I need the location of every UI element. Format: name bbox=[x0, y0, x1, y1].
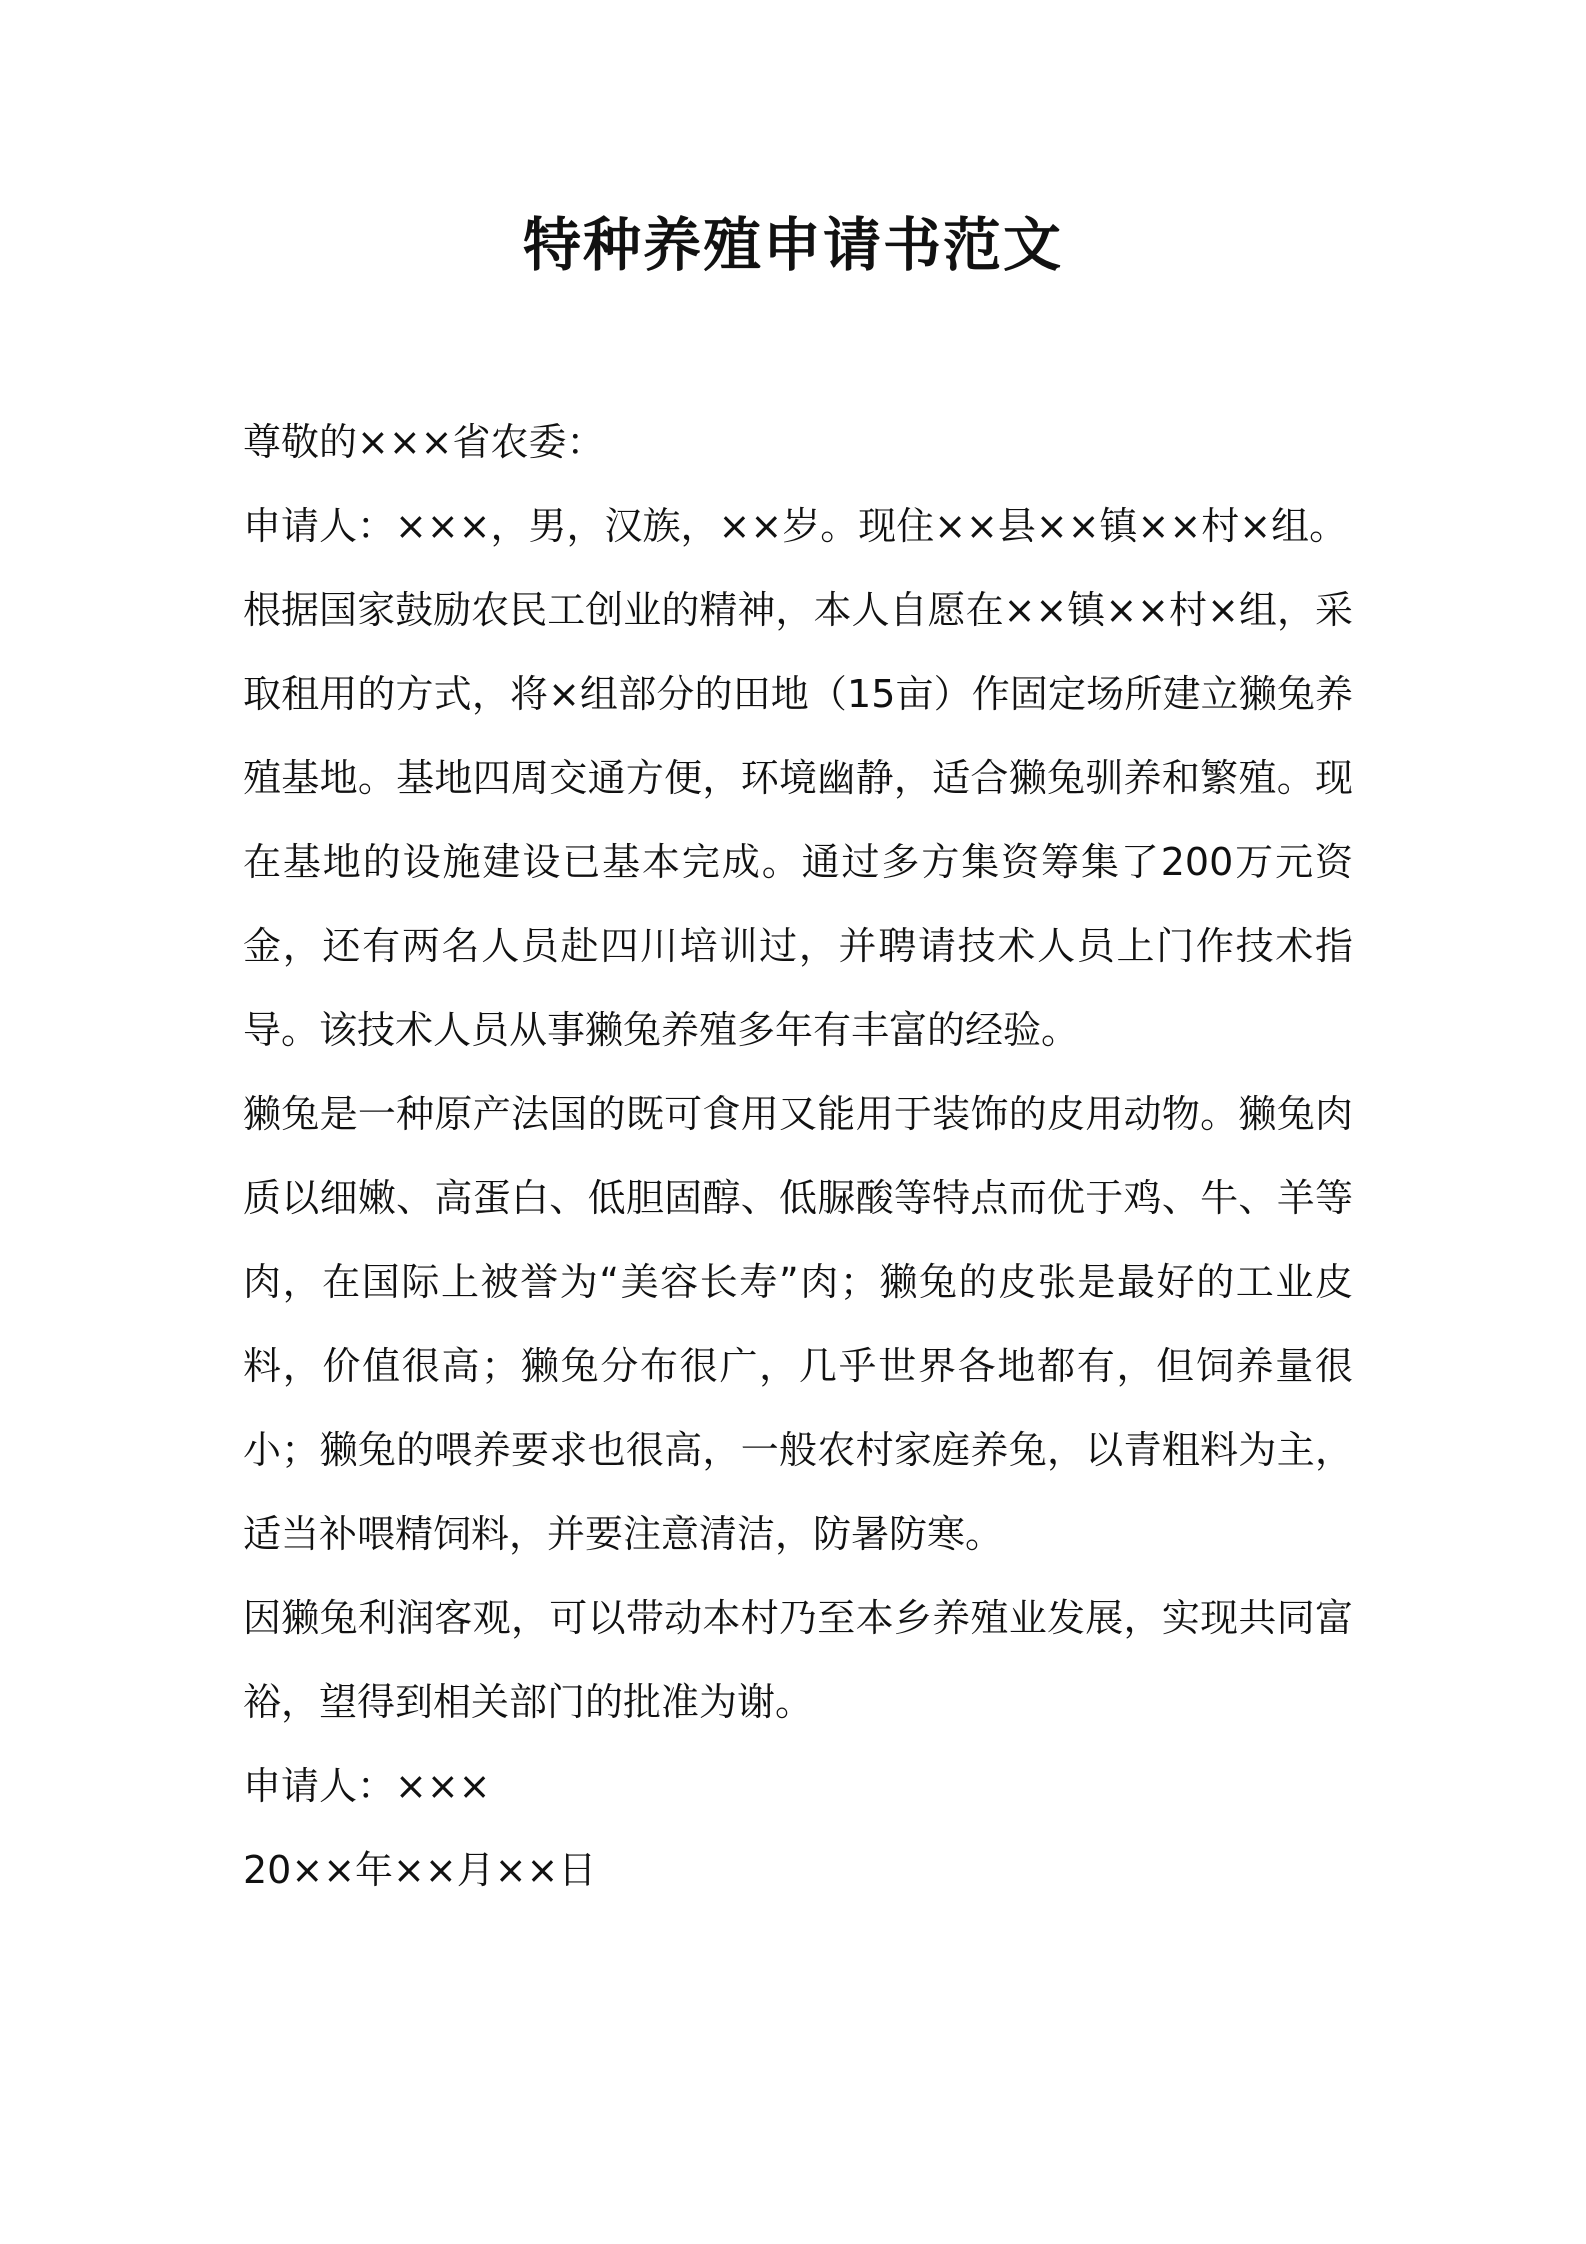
paragraph-base-details: 根据国家鼓励农民工创业的精神，本人自愿在××镇××村×组，采取租用的方式，将×组部分的田地（15亩）作固定场所建立獭兔养殖基地。基地四周交通方便，环境幽静，适合獭兔驯养和繁殖。现在基地的设施建设已基本完成。通过多方集资筹集了200万元资金，还有两名人员赴四川培训过，并聘请技术人员上门作技术指导。该技术人员从事獭兔养殖多年有丰富的经验。 bbox=[243, 588, 1353, 1052]
signature-line: 申请人：××× bbox=[243, 1764, 491, 1808]
date-line: 20××年××月××日 bbox=[243, 1848, 597, 1892]
salutation: 尊敬的×××省农委： bbox=[243, 420, 605, 464]
document-title: 特种养殖申请书范文 bbox=[522, 211, 1063, 279]
paragraph-applicant-info: 申请人：×××，男，汉族，××岁。现住××县××镇××村×组。 bbox=[243, 504, 1348, 548]
paragraph-rabbit-description: 獭兔是一种原产法国的既可食用又能用于装饰的皮用动物。獭兔肉质以细嫩、高蛋白、低胆固醇、低脲酸等特点而优于鸡、牛、羊等肉，在国际上被誉为“美容长寿”肉；獭兔的皮张是最好的工业皮料，价值很高；獭兔分布很广，几乎世界各地都有，但饲养量很小；獭兔的喂养要求也很高，一般农村家庭养兔，以青粗料为主，适当补喂精饲料，并要注意清洁，防暑防寒。 bbox=[243, 1092, 1353, 1556]
document-body bbox=[243, 400, 1353, 1912]
paragraph-request: 因獭兔利润客观，可以带动本村乃至本乡养殖业发展，实现共同富裕，望得到相关部门的批准为谢。 bbox=[243, 1596, 1353, 1724]
